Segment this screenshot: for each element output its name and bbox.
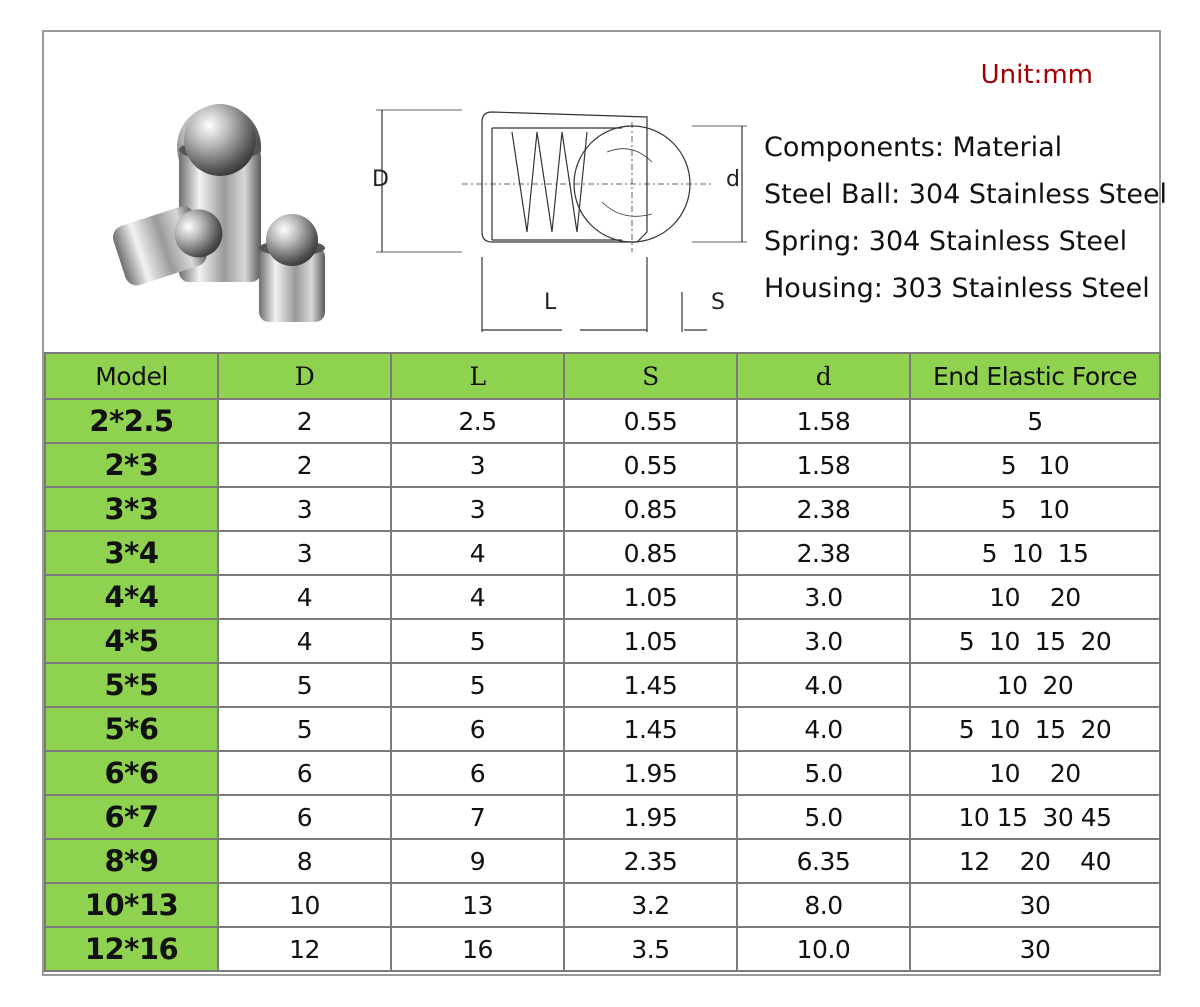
- model-cell: 4*4: [45, 575, 218, 619]
- table-cell: 6: [391, 751, 564, 795]
- model-cell: 4*5: [45, 619, 218, 663]
- diagram-label-L: L: [544, 290, 557, 315]
- table-cell: 6: [218, 751, 391, 795]
- table-row: [45, 839, 1160, 883]
- table-cell: 5: [218, 663, 391, 707]
- spec-line: Steel Ball: 304 Stainless Steel: [764, 179, 1168, 210]
- product-photo: [84, 92, 334, 322]
- spec-line: Components: Material: [764, 132, 1063, 163]
- table-cell: 5: [391, 663, 564, 707]
- column-header-L: L: [391, 353, 564, 399]
- table-cell: 6: [391, 707, 564, 751]
- table-cell: 5: [391, 619, 564, 663]
- table-cell: 3.0: [737, 575, 910, 619]
- column-header-force: End Elastic Force: [910, 353, 1160, 399]
- table-row: [45, 399, 1160, 443]
- table-cell: 5 10 15 20: [910, 619, 1160, 663]
- table-cell: 30: [910, 883, 1160, 927]
- table-cell: 4: [218, 619, 391, 663]
- table-cell: 5.0: [737, 795, 910, 839]
- table-cell: 10: [218, 883, 391, 927]
- table-row: [45, 751, 1160, 795]
- table-cell: 5: [910, 399, 1160, 443]
- table-cell: 4.0: [737, 707, 910, 751]
- diagram-label-S: S: [711, 290, 725, 315]
- table-row: [45, 575, 1160, 619]
- table-cell: 1.45: [564, 707, 737, 751]
- table-cell: 3: [218, 487, 391, 531]
- model-cell: 2*2.5: [45, 399, 218, 443]
- model-cell: 5*6: [45, 707, 218, 751]
- diagram-label-D: D: [372, 167, 389, 192]
- table-cell: 5 10: [910, 443, 1160, 487]
- table-cell: 2.35: [564, 839, 737, 883]
- model-cell: 5*5: [45, 663, 218, 707]
- column-header-model: Model: [45, 353, 218, 399]
- table-cell: 3: [391, 443, 564, 487]
- model-cell: 6*6: [45, 751, 218, 795]
- table-cell: 5: [218, 707, 391, 751]
- table-cell: 3.2: [564, 883, 737, 927]
- technical-diagram: [362, 92, 752, 332]
- table-cell: 10.0: [737, 927, 910, 971]
- table-cell: 6.35: [737, 839, 910, 883]
- table-cell: 2.38: [737, 487, 910, 531]
- table-cell: 10 20: [910, 663, 1160, 707]
- table-cell: 16: [391, 927, 564, 971]
- table-cell: 3.0: [737, 619, 910, 663]
- column-header-D: D: [218, 353, 391, 399]
- model-cell: 12*16: [45, 927, 218, 971]
- table-cell: 3.5: [564, 927, 737, 971]
- product-header: [44, 32, 1168, 352]
- table-cell: 1.45: [564, 663, 737, 707]
- table-cell: 3: [391, 487, 564, 531]
- table-cell: 5.0: [737, 751, 910, 795]
- table-row: [45, 443, 1160, 487]
- table-cell: 10 20: [910, 575, 1160, 619]
- table-row: [45, 663, 1160, 707]
- column-header-d: d: [737, 353, 910, 399]
- table-cell: 2.5: [391, 399, 564, 443]
- table-cell: 4: [218, 575, 391, 619]
- table-row: [45, 795, 1160, 839]
- model-cell: 2*3: [45, 443, 218, 487]
- table-cell: 1.05: [564, 575, 737, 619]
- model-cell: 6*7: [45, 795, 218, 839]
- model-cell: 8*9: [45, 839, 218, 883]
- table-cell: 3: [218, 531, 391, 575]
- table-cell: 10 20: [910, 751, 1160, 795]
- table-row: [45, 707, 1160, 751]
- spec-line: Spring: 304 Stainless Steel: [764, 226, 1128, 257]
- model-cell: 10*13: [45, 883, 218, 927]
- table-row: [45, 531, 1160, 575]
- table-cell: 5 10 15: [910, 531, 1160, 575]
- table-header-row: [45, 353, 1160, 399]
- table-cell: 7: [391, 795, 564, 839]
- table-cell: 8.0: [737, 883, 910, 927]
- table-cell: 0.85: [564, 487, 737, 531]
- diagram-label-d: d: [726, 167, 740, 192]
- column-header-S: S: [564, 353, 737, 399]
- material-specs: [764, 124, 1167, 312]
- table-cell: 2: [218, 443, 391, 487]
- table-row: [45, 487, 1160, 531]
- model-cell: 3*4: [45, 531, 218, 575]
- table-cell: 0.55: [564, 443, 737, 487]
- table-cell: 13: [391, 883, 564, 927]
- table-cell: 9: [391, 839, 564, 883]
- table-cell: 2.38: [737, 531, 910, 575]
- table-cell: 1.58: [737, 443, 910, 487]
- table-cell: 0.85: [564, 531, 737, 575]
- table-cell: 1.95: [564, 751, 737, 795]
- table-row: [45, 883, 1160, 927]
- table-cell: 8: [218, 839, 391, 883]
- table-cell: 0.55: [564, 399, 737, 443]
- table-cell: 4: [391, 531, 564, 575]
- table-cell: 30: [910, 927, 1160, 971]
- table-cell: 1.05: [564, 619, 737, 663]
- table-cell: 4: [391, 575, 564, 619]
- table-cell: 1.95: [564, 795, 737, 839]
- model-cell: 3*3: [45, 487, 218, 531]
- table-cell: 12: [218, 927, 391, 971]
- spec-table: [44, 352, 1161, 972]
- table-cell: 5 10 15 20: [910, 707, 1160, 751]
- unit-label: Unit:mm: [980, 60, 1093, 90]
- table-row: [45, 927, 1160, 971]
- table-cell: 10 15 30 45: [910, 795, 1160, 839]
- table-cell: 4.0: [737, 663, 910, 707]
- table-row: [45, 619, 1160, 663]
- table-cell: 2: [218, 399, 391, 443]
- table-cell: 1.58: [737, 399, 910, 443]
- table-cell: 6: [218, 795, 391, 839]
- table-cell: 12 20 40: [910, 839, 1160, 883]
- spec-sheet: [42, 30, 1168, 976]
- table-cell: 5 10: [910, 487, 1160, 531]
- spec-line: Housing: 303 Stainless Steel: [764, 273, 1150, 304]
